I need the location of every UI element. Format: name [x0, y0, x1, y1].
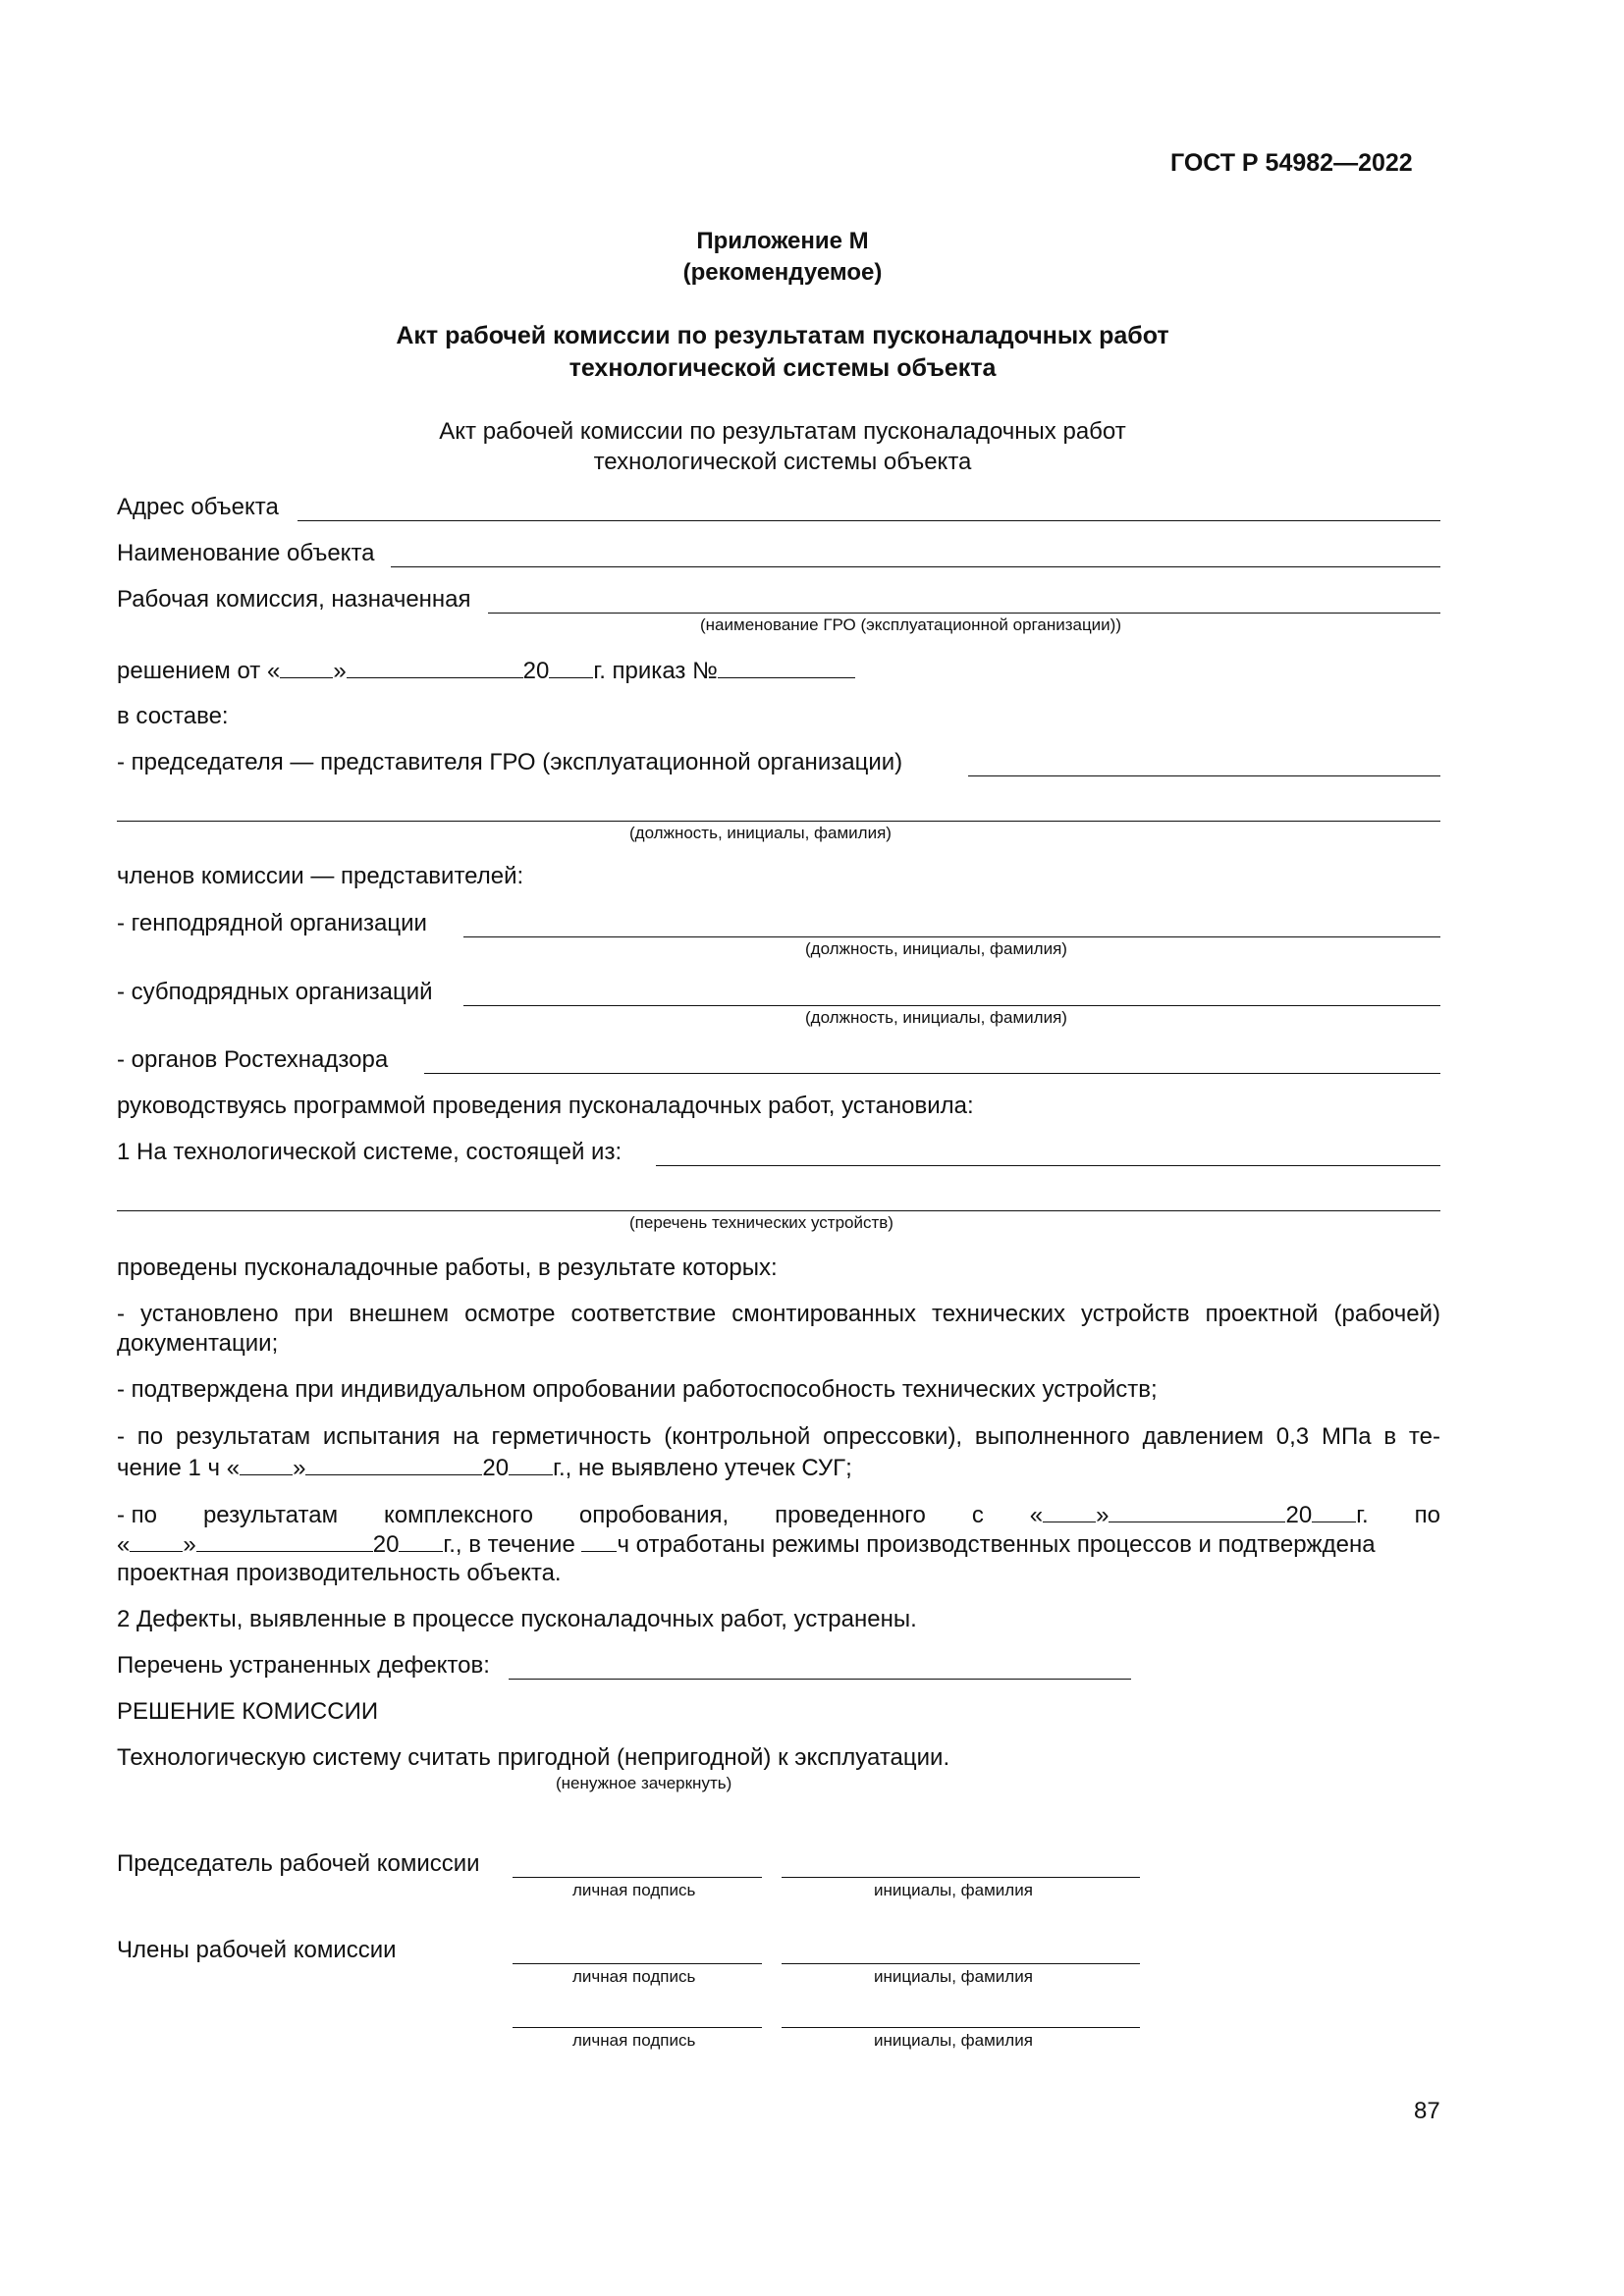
item4-word: по — [1414, 1502, 1440, 1528]
result-item-1-line2: документации; — [117, 1330, 279, 1357]
chairman-label: - председателя — представителя ГРО (эксплуатационной организации) — [117, 749, 903, 775]
member-2-name-hint: инициалы, фамилия — [874, 2031, 1033, 2050]
item4-hours-input[interactable] — [581, 1529, 617, 1552]
decision-text: Технологическую систему считать пригодной (непригодной) к эксплуатации. — [117, 1744, 950, 1771]
decision-hint: (ненужное зачеркнуть) — [556, 1774, 732, 1792]
chairman-name-line[interactable] — [782, 1877, 1140, 1878]
item4-quote-close: » — [1096, 1502, 1110, 1528]
decision-date-row — [117, 656, 855, 685]
member-2-signature-line[interactable] — [513, 2027, 762, 2028]
general-contractor-hint: (должность, инициалы, фамилия) — [805, 939, 1067, 958]
appendix-title: Приложение М — [696, 228, 869, 254]
defects-list-label: Перечень устраненных дефектов: — [117, 1652, 490, 1679]
general-contractor-input-line[interactable] — [463, 936, 1440, 937]
result-item-1-line1: - установлено при внешнем осмотре соответствие смонтированных технических устройств проектной (рабочей) — [117, 1301, 1440, 1327]
member-1-name-line[interactable] — [782, 1963, 1140, 1964]
item3-day-input[interactable] — [240, 1453, 293, 1475]
decision-month-input[interactable] — [347, 656, 523, 678]
guided-text: руководствуясь программой проведения пусконаладочных работ, установила: — [117, 1093, 974, 1119]
chairman-hint: (должность, инициалы, фамилия) — [629, 824, 892, 842]
item4-year-suffix: г. — [1356, 1502, 1369, 1528]
rostekhnadzor-label: - органов Ростехнадзора — [117, 1046, 389, 1073]
item4-word: результатам — [202, 1502, 339, 1528]
item4-word: проведенного — [775, 1502, 926, 1528]
item4-word: с — [971, 1502, 984, 1528]
item4-start-month-input[interactable] — [1109, 1500, 1285, 1522]
item4-end-quote-open: « — [117, 1531, 131, 1558]
item4-start-day-input[interactable] — [1043, 1500, 1096, 1522]
works-done-text: проведены пусконаладочные работы, в результате которых: — [117, 1255, 778, 1281]
result-item-4-line3: проектная производительность объекта. — [117, 1560, 562, 1586]
item4-year-prefix: 20 — [1285, 1502, 1313, 1528]
item4-word: опробования, — [578, 1502, 730, 1528]
item4-end-year-prefix: 20 — [372, 1531, 400, 1558]
form-title-line2: технологической системы объекта — [593, 449, 972, 475]
defects-list-input-line[interactable] — [509, 1679, 1131, 1680]
system-input-line-2[interactable] — [117, 1210, 1440, 1211]
result-item-3-line2 — [117, 1453, 852, 1482]
object-name-input-line[interactable] — [391, 566, 1440, 567]
item4-end-quote-close: » — [183, 1531, 196, 1558]
address-input-line[interactable] — [298, 520, 1440, 521]
chairman-input-line-2[interactable] — [117, 821, 1440, 822]
item4-word: - по — [117, 1502, 158, 1528]
decision-close-quote: » — [333, 658, 347, 684]
item3-text-a: чение 1 ч « — [117, 1455, 241, 1481]
commission-hint: (наименование ГРО (эксплуатационной организации)) — [700, 615, 1122, 634]
decision-from-text: решением от « — [117, 658, 281, 684]
main-title-line1: Акт рабочей комиссии по результатам пусконаладочных работ — [396, 322, 1169, 349]
subcontractors-hint: (должность, инициалы, фамилия) — [805, 1008, 1067, 1027]
standard-number: ГОСТ Р 54982—2022 — [1170, 149, 1413, 177]
result-item-3-line1: - по результатам испытания на герметичность (контрольной опрессовки), выполненного давлением 0,3 МПа в те- — [117, 1423, 1440, 1450]
chairman-signature-line[interactable] — [513, 1877, 762, 1878]
item4-end-day-input[interactable] — [130, 1529, 183, 1552]
member-1-name-hint: инициалы, фамилия — [874, 1967, 1033, 1986]
item3-text-c: 20 — [482, 1455, 510, 1481]
decision-year-prefix: 20 — [522, 658, 550, 684]
chairman-signature-label: Председатель рабочей комиссии — [117, 1850, 480, 1877]
item3-text-d: г., не выявлено утечек СУГ; — [553, 1455, 852, 1481]
item4-word: комплексного — [384, 1502, 533, 1528]
item4-regimes-text: ч отработаны режимы производственных процессов и подтверждена — [617, 1531, 1376, 1558]
member-1-signature-hint: личная подпись — [572, 1967, 696, 1986]
system-hint: (перечень технических устройств) — [629, 1213, 893, 1232]
subcontractors-label: - субподрядных организаций — [117, 979, 433, 1005]
appendix-status: (рекомендуемое) — [682, 259, 883, 286]
result-item-4-line2 — [117, 1529, 1376, 1559]
composition-label: в составе: — [117, 703, 229, 729]
item4-end-month-input[interactable] — [196, 1529, 373, 1552]
defects-statement: 2 Дефекты, выявленные в процессе пусконаладочных работ, устранены. — [117, 1606, 917, 1632]
item4-start-year-input[interactable] — [1312, 1500, 1356, 1522]
rostekhnadzor-input-line[interactable] — [424, 1073, 1440, 1074]
item3-year-input[interactable] — [509, 1453, 553, 1475]
decision-day-input[interactable] — [280, 656, 333, 678]
chairman-signature-hint: личная подпись — [572, 1881, 696, 1899]
chairman-input-line[interactable] — [968, 775, 1440, 776]
members-signature-label: Члены рабочей комиссии — [117, 1937, 397, 1963]
chairman-name-hint: инициалы, фамилия — [874, 1881, 1033, 1899]
item4-during-text: г., в течение — [443, 1531, 575, 1558]
form-title-line1: Акт рабочей комиссии по результатам пусконаладочных работ — [439, 418, 1126, 445]
commission-input-line[interactable] — [488, 613, 1440, 614]
member-1-signature-line[interactable] — [513, 1963, 762, 1964]
system-label: 1 На технологической системе, состоящей из: — [117, 1139, 623, 1165]
main-title-line2: технологической системы объекта — [568, 354, 997, 382]
result-item-4-line1 — [117, 1500, 1440, 1529]
page-number: 87 — [1414, 2098, 1440, 2124]
general-contractor-label: - генподрядной организации — [117, 910, 427, 936]
member-2-signature-hint: личная подпись — [572, 2031, 696, 2050]
subcontractors-input-line[interactable] — [463, 1005, 1440, 1006]
item4-date-group — [1030, 1500, 1369, 1529]
decision-order-text: г. приказ № — [593, 658, 718, 684]
item3-text-b: » — [293, 1455, 306, 1481]
item4-end-year-input[interactable] — [399, 1529, 443, 1552]
item3-month-input[interactable] — [305, 1453, 482, 1475]
member-2-name-line[interactable] — [782, 2027, 1140, 2028]
decision-year-input[interactable] — [549, 656, 593, 678]
decision-order-input[interactable] — [718, 656, 855, 678]
decision-heading: РЕШЕНИЕ КОМИССИИ — [117, 1698, 379, 1725]
commission-label: Рабочая комиссия, назначенная — [117, 586, 471, 613]
object-name-label: Наименование объекта — [117, 540, 375, 566]
members-label: членов комиссии — представителей: — [117, 863, 524, 889]
item4-quote-open: « — [1029, 1502, 1044, 1528]
system-input-line[interactable] — [656, 1165, 1440, 1166]
result-item-2: - подтверждена при индивидуальном опробовании работоспособность технических устройств; — [117, 1376, 1158, 1403]
address-label: Адрес объекта — [117, 494, 279, 520]
